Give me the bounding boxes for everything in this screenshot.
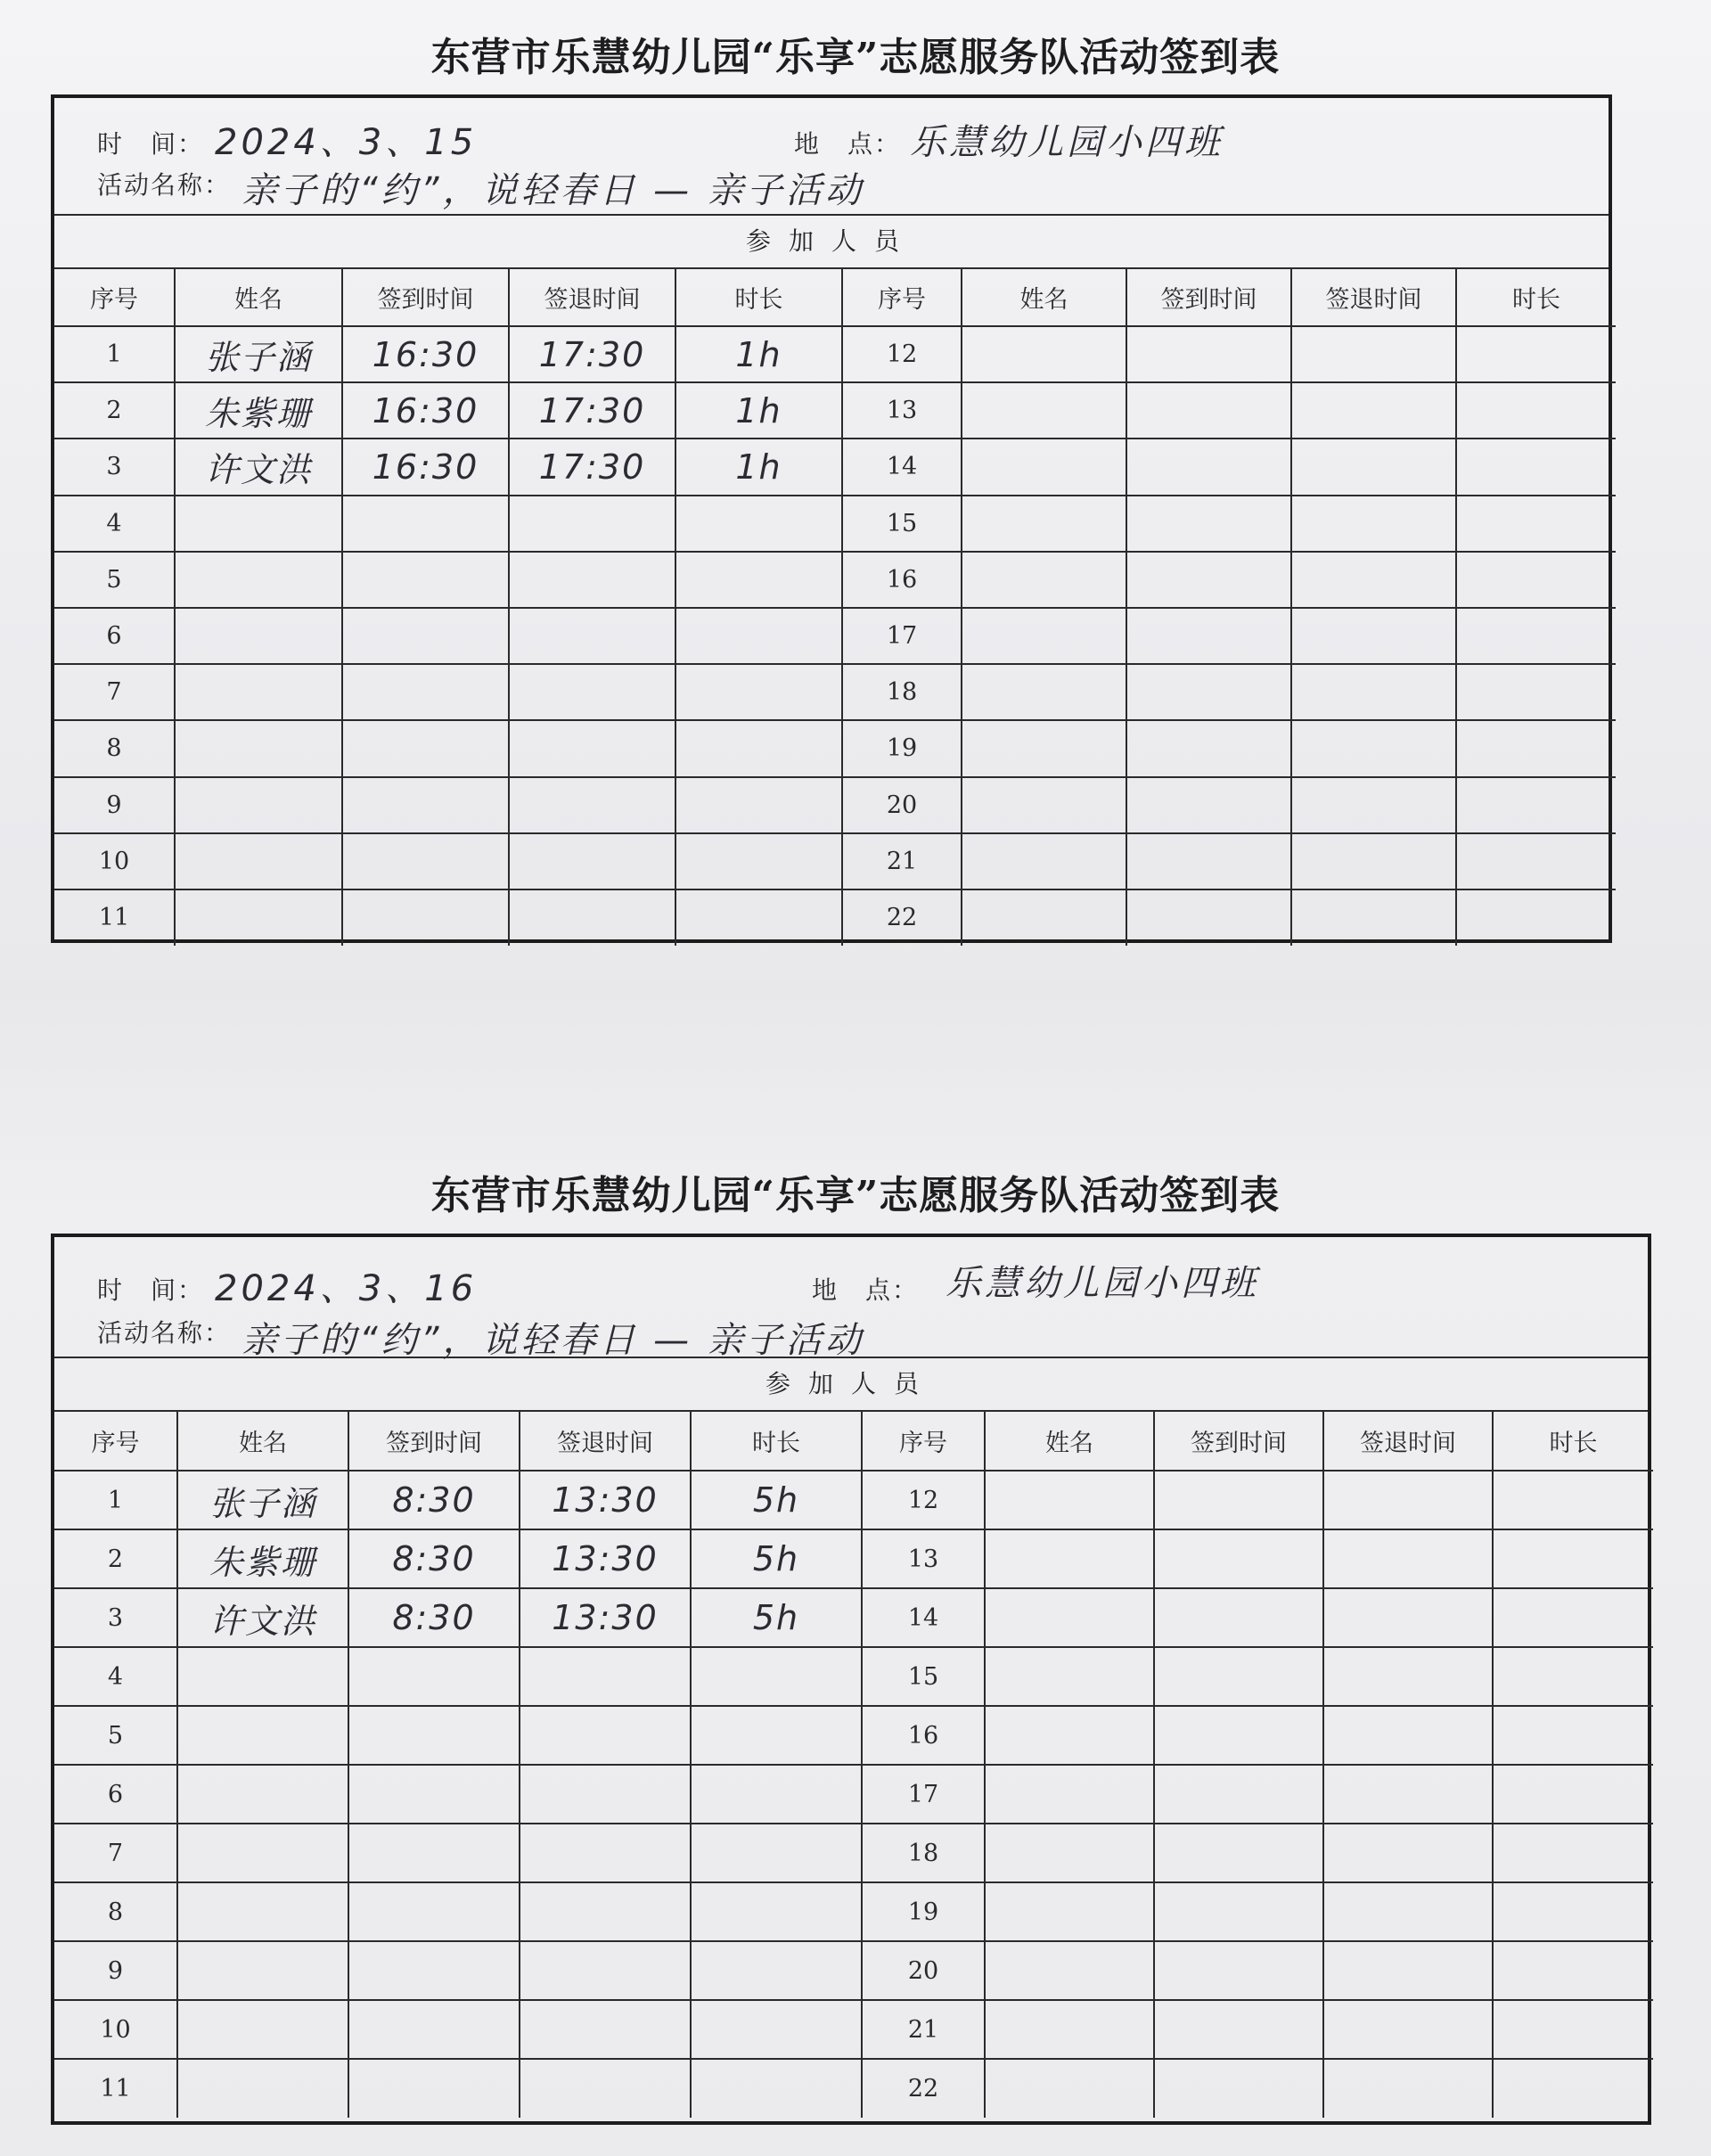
- duration-cell[interactable]: [1456, 720, 1616, 776]
- sign-in-time-cell[interactable]: [348, 2000, 520, 2059]
- table-row: [54, 326, 1616, 382]
- duration-cell[interactable]: [1493, 2000, 1653, 2059]
- name-cell[interactable]: [175, 496, 342, 552]
- row-number: 20: [862, 1941, 985, 2000]
- sign-out-time-cell[interactable]: [520, 1706, 691, 1765]
- activity-value: 亲子的“约”，说轻春日 — 亲子活动: [242, 1320, 864, 1361]
- sign-out-time-cell[interactable]: [509, 720, 675, 776]
- name-cell[interactable]: [985, 1941, 1154, 2000]
- sign-in-time-cell[interactable]: [1126, 777, 1291, 833]
- row-number: 21: [842, 833, 962, 889]
- time-label: 时 间：: [97, 1275, 205, 1305]
- sign-in-time-cell[interactable]: [1154, 1765, 1323, 1824]
- row-number: 7: [54, 1824, 177, 1882]
- sign-out-time-cell[interactable]: [1291, 382, 1456, 439]
- duration-cell[interactable]: [675, 552, 842, 608]
- sign-out-time-cell[interactable]: 13:30: [520, 1471, 691, 1529]
- row-number: 18: [842, 664, 962, 720]
- sign-in-time-cell[interactable]: [1126, 664, 1291, 720]
- table-row: [54, 382, 1616, 439]
- row-number: 14: [862, 1588, 985, 1647]
- sign-out-time-cell[interactable]: [1323, 1941, 1493, 2000]
- row-number: 9: [54, 1941, 177, 2000]
- column-header: 时长: [1456, 269, 1616, 326]
- sign-in-time-cell[interactable]: [342, 720, 509, 776]
- row-number: 15: [842, 496, 962, 552]
- sign-in-time-cell[interactable]: [342, 664, 509, 720]
- duration-cell[interactable]: [1456, 889, 1616, 946]
- duration-cell[interactable]: [1456, 552, 1616, 608]
- name-cell[interactable]: [962, 552, 1126, 608]
- duration-cell[interactable]: [691, 1647, 862, 1706]
- row-number: 18: [862, 1824, 985, 1882]
- name-cell[interactable]: [985, 1588, 1154, 1647]
- sign-in-time-cell[interactable]: [342, 889, 509, 946]
- sign-out-time-cell[interactable]: [1323, 1824, 1493, 1882]
- table-row: [54, 777, 1616, 833]
- row-number: 19: [842, 720, 962, 776]
- column-header: 时长: [675, 269, 842, 326]
- duration-cell[interactable]: 5h: [691, 1588, 862, 1647]
- duration-cell[interactable]: [1456, 777, 1616, 833]
- name-cell[interactable]: [985, 1882, 1154, 1941]
- name-cell[interactable]: [985, 1647, 1154, 1706]
- activity-value: 亲子的“约”，说轻春日 — 亲子活动: [242, 170, 864, 211]
- sign-in-time-cell[interactable]: [1126, 496, 1291, 552]
- name-cell[interactable]: [962, 496, 1126, 552]
- column-header: 时长: [691, 1412, 862, 1471]
- sign-out-time-cell[interactable]: 17:30: [509, 439, 675, 495]
- row-number: 10: [54, 833, 175, 889]
- row-number: 8: [54, 1882, 177, 1941]
- time-value: 2024、3、16: [215, 1268, 478, 1309]
- duration-cell[interactable]: [1456, 833, 1616, 889]
- row-number: 4: [54, 1647, 177, 1706]
- column-header: 序号: [842, 269, 962, 326]
- column-header: 姓名: [175, 269, 342, 326]
- name-cell[interactable]: 许文洪: [177, 1588, 348, 1647]
- column-header: 姓名: [985, 1412, 1154, 1471]
- duration-cell[interactable]: [1456, 608, 1616, 664]
- row-number: 3: [54, 1588, 177, 1647]
- sign-out-time-cell[interactable]: [1323, 1588, 1493, 1647]
- sign-in-time-cell[interactable]: [342, 833, 509, 889]
- sign-in-time-cell[interactable]: [1126, 889, 1291, 946]
- column-header: 签退时间: [520, 1412, 691, 1471]
- name-cell[interactable]: 许文洪: [175, 439, 342, 495]
- sign-in-time-cell[interactable]: 16:30: [342, 382, 509, 439]
- sign-in-time-cell[interactable]: [1154, 2000, 1323, 2059]
- column-header: 姓名: [962, 269, 1126, 326]
- row-number: 8: [54, 720, 175, 776]
- sign-in-time-cell[interactable]: [342, 608, 509, 664]
- sign-in-time-cell[interactable]: [1154, 1824, 1323, 1882]
- row-number: 2: [54, 1529, 177, 1588]
- name-cell[interactable]: [175, 889, 342, 946]
- duration-cell[interactable]: [1456, 664, 1616, 720]
- place-label: 地 点：: [794, 129, 902, 159]
- column-header: 签退时间: [509, 269, 675, 326]
- row-number: 22: [862, 2059, 985, 2118]
- table-row: [54, 1529, 1653, 1588]
- duration-cell[interactable]: [1456, 326, 1616, 382]
- name-cell[interactable]: [985, 1824, 1154, 1882]
- sign-in-time-cell[interactable]: [1126, 382, 1291, 439]
- name-cell[interactable]: [175, 720, 342, 776]
- sign-in-time-cell[interactable]: 16:30: [342, 326, 509, 382]
- column-header: 签到时间: [342, 269, 509, 326]
- name-cell[interactable]: [985, 1471, 1154, 1529]
- sign-in-time-cell[interactable]: [1154, 1471, 1323, 1529]
- sign-out-time-cell[interactable]: [1291, 496, 1456, 552]
- column-header: 序号: [54, 269, 175, 326]
- table-header-row: [54, 269, 1616, 326]
- name-cell[interactable]: [962, 777, 1126, 833]
- table-row: [54, 1765, 1653, 1824]
- time-value: 2024、3、15: [215, 122, 478, 163]
- duration-cell[interactable]: [675, 664, 842, 720]
- sign-out-time-cell[interactable]: [1323, 1765, 1493, 1824]
- name-cell[interactable]: [985, 2059, 1154, 2118]
- sign-in-time-cell[interactable]: 8:30: [348, 1471, 520, 1529]
- sign-in-time-cell[interactable]: [1154, 1588, 1323, 1647]
- place-value: 乐慧幼儿园小四班: [946, 1263, 1259, 1304]
- sign-in-time-cell[interactable]: [1154, 1882, 1323, 1941]
- table-row: [54, 552, 1616, 608]
- sign-in-time-cell[interactable]: [348, 1647, 520, 1706]
- duration-cell[interactable]: [691, 2059, 862, 2118]
- row-number: 12: [862, 1471, 985, 1529]
- sign-out-time-cell[interactable]: [1291, 439, 1456, 495]
- sign-out-time-cell[interactable]: [1323, 2059, 1493, 2118]
- sign-out-time-cell[interactable]: [1291, 833, 1456, 889]
- table-row: [54, 1706, 1653, 1765]
- sign-in-time-cell[interactable]: [1154, 1529, 1323, 1588]
- name-cell[interactable]: [177, 2059, 348, 2118]
- name-cell[interactable]: [177, 1647, 348, 1706]
- table-row: [54, 1824, 1653, 1882]
- name-cell[interactable]: [962, 326, 1126, 382]
- column-header: 序号: [862, 1412, 985, 1471]
- duration-cell[interactable]: [1493, 1706, 1653, 1765]
- name-cell[interactable]: [962, 833, 1126, 889]
- duration-cell[interactable]: [675, 777, 842, 833]
- sign-out-time-cell[interactable]: [509, 496, 675, 552]
- column-header: 签退时间: [1291, 269, 1456, 326]
- duration-cell[interactable]: [1493, 1824, 1653, 1882]
- place-label: 地 点：: [812, 1275, 920, 1305]
- sign-in-time-cell[interactable]: [348, 1824, 520, 1882]
- sign-in-time-cell[interactable]: [1126, 439, 1291, 495]
- name-cell[interactable]: [175, 552, 342, 608]
- column-header: 签到时间: [1154, 1412, 1323, 1471]
- sign-in-time-cell[interactable]: 16:30: [342, 439, 509, 495]
- column-header: 签到时间: [1126, 269, 1291, 326]
- name-cell[interactable]: [962, 664, 1126, 720]
- table-header-row: [54, 1412, 1653, 1471]
- name-cell[interactable]: [177, 1824, 348, 1882]
- name-cell[interactable]: 朱紫珊: [177, 1529, 348, 1588]
- sign-out-time-cell[interactable]: [509, 833, 675, 889]
- sign-in-time-cell[interactable]: [1154, 2059, 1323, 2118]
- sign-out-time-cell[interactable]: [520, 2000, 691, 2059]
- row-number: 11: [54, 2059, 177, 2118]
- duration-cell[interactable]: [1493, 1529, 1653, 1588]
- section-title-participants: 参加人员: [54, 216, 1609, 269]
- sign-out-time-cell[interactable]: [520, 1882, 691, 1941]
- name-cell[interactable]: [985, 1529, 1154, 1588]
- name-cell[interactable]: [175, 664, 342, 720]
- sign-out-time-cell[interactable]: [520, 1647, 691, 1706]
- sign-out-time-cell[interactable]: [520, 2059, 691, 2118]
- sign-in-sheet-2: [51, 1234, 1651, 2125]
- sign-out-time-cell[interactable]: [1323, 1471, 1493, 1529]
- sign-out-time-cell[interactable]: [509, 777, 675, 833]
- row-number: 13: [862, 1529, 985, 1588]
- duration-cell[interactable]: 5h: [691, 1529, 862, 1588]
- name-cell[interactable]: [175, 608, 342, 664]
- sign-in-time-cell[interactable]: [348, 1941, 520, 2000]
- duration-cell[interactable]: [1456, 382, 1616, 439]
- name-cell[interactable]: 张子涵: [175, 326, 342, 382]
- sign-in-time-cell[interactable]: [1126, 720, 1291, 776]
- row-number: 2: [54, 382, 175, 439]
- sign-in-time-cell[interactable]: [1154, 1647, 1323, 1706]
- sign-out-time-cell[interactable]: [1323, 1647, 1493, 1706]
- sign-out-time-cell[interactable]: [1291, 664, 1456, 720]
- name-cell[interactable]: [177, 1882, 348, 1941]
- row-number: 17: [842, 608, 962, 664]
- sign-out-time-cell[interactable]: [1291, 552, 1456, 608]
- table-row: [54, 1647, 1653, 1706]
- table-row: [54, 1471, 1653, 1529]
- row-number: 13: [842, 382, 962, 439]
- name-cell[interactable]: [175, 777, 342, 833]
- table-row: [54, 496, 1616, 552]
- name-cell[interactable]: [985, 2000, 1154, 2059]
- duration-cell[interactable]: [1493, 1882, 1653, 1941]
- table-row: [54, 720, 1616, 776]
- sign-in-time-cell[interactable]: [342, 777, 509, 833]
- sheet-header: [54, 1237, 1648, 1361]
- name-cell[interactable]: [962, 889, 1126, 946]
- row-number: 19: [862, 1882, 985, 1941]
- row-number: 1: [54, 1471, 177, 1529]
- duration-cell[interactable]: [675, 608, 842, 664]
- duration-cell[interactable]: [691, 1941, 862, 2000]
- duration-cell[interactable]: 1h: [675, 382, 842, 439]
- sign-out-time-cell[interactable]: [1291, 608, 1456, 664]
- row-number: 1: [54, 326, 175, 382]
- table-body: [54, 326, 1616, 946]
- name-cell[interactable]: [962, 608, 1126, 664]
- sign-out-time-cell[interactable]: [520, 1941, 691, 2000]
- sign-out-time-cell[interactable]: [1323, 1706, 1493, 1765]
- place-value: 乐慧幼儿园小四班: [910, 122, 1224, 163]
- sign-in-time-cell[interactable]: [342, 552, 509, 608]
- row-number: 7: [54, 664, 175, 720]
- row-number: 3: [54, 439, 175, 495]
- duration-cell[interactable]: 5h: [691, 1471, 862, 1529]
- sign-out-time-cell[interactable]: [509, 608, 675, 664]
- row-number: 20: [842, 777, 962, 833]
- activity-label: 活动名称：: [97, 1318, 232, 1348]
- sign-in-sheet-1: [51, 94, 1612, 943]
- sign-out-time-cell[interactable]: 13:30: [520, 1588, 691, 1647]
- table-row: [54, 664, 1616, 720]
- name-cell[interactable]: 朱紫珊: [175, 382, 342, 439]
- name-cell[interactable]: [962, 720, 1126, 776]
- name-cell[interactable]: [985, 1765, 1154, 1824]
- name-cell[interactable]: [962, 382, 1126, 439]
- sign-out-time-cell[interactable]: 13:30: [520, 1529, 691, 1588]
- table-row: [54, 2059, 1653, 2118]
- sign-out-time-cell[interactable]: [509, 664, 675, 720]
- table-row: [54, 2000, 1653, 2059]
- section-title-participants: 参加人员: [54, 1358, 1648, 1412]
- duration-cell[interactable]: [1456, 496, 1616, 552]
- table-row: [54, 608, 1616, 664]
- sign-out-time-cell[interactable]: [1323, 1529, 1493, 1588]
- row-number: 22: [842, 889, 962, 946]
- duration-cell[interactable]: [691, 2000, 862, 2059]
- duration-cell[interactable]: [1456, 439, 1616, 495]
- column-header: 签退时间: [1323, 1412, 1493, 1471]
- row-number: 6: [54, 608, 175, 664]
- sign-in-time-cell[interactable]: [1154, 1941, 1323, 2000]
- sign-in-time-cell[interactable]: [342, 496, 509, 552]
- activity-label: 活动名称：: [97, 170, 232, 200]
- sign-out-time-cell[interactable]: [1291, 326, 1456, 382]
- sign-out-time-cell[interactable]: [520, 1765, 691, 1824]
- table-row: [54, 439, 1616, 495]
- duration-cell[interactable]: [675, 889, 842, 946]
- participants-table: [54, 269, 1616, 946]
- duration-cell[interactable]: [691, 1765, 862, 1824]
- sign-out-time-cell[interactable]: [509, 889, 675, 946]
- duration-cell[interactable]: [691, 1824, 862, 1882]
- sign-in-time-cell[interactable]: 8:30: [348, 1588, 520, 1647]
- table-row: [54, 889, 1616, 946]
- duration-cell[interactable]: [691, 1706, 862, 1765]
- duration-cell[interactable]: [1493, 1588, 1653, 1647]
- paper-sheet-1: [0, 0, 1711, 980]
- duration-cell[interactable]: [1493, 1765, 1653, 1824]
- column-header: 姓名: [177, 1412, 348, 1471]
- row-number: 21: [862, 2000, 985, 2059]
- sign-out-time-cell[interactable]: [520, 1824, 691, 1882]
- row-number: 16: [842, 552, 962, 608]
- column-header: 签到时间: [348, 1412, 520, 1471]
- sign-in-time-cell[interactable]: [348, 1882, 520, 1941]
- sheet-title: 东营市乐慧幼儿园“乐享”志愿服务队活动签到表: [430, 1173, 1281, 1218]
- name-cell[interactable]: [177, 1941, 348, 2000]
- duration-cell[interactable]: [1493, 2059, 1653, 2118]
- name-cell[interactable]: [177, 1706, 348, 1765]
- duration-cell[interactable]: 1h: [675, 326, 842, 382]
- name-cell[interactable]: 张子涵: [177, 1471, 348, 1529]
- column-header: 时长: [1493, 1412, 1653, 1471]
- sign-in-time-cell[interactable]: [1126, 608, 1291, 664]
- row-number: 12: [842, 326, 962, 382]
- sign-out-time-cell[interactable]: 17:30: [509, 326, 675, 382]
- table-row: [54, 833, 1616, 889]
- row-number: 5: [54, 552, 175, 608]
- duration-cell[interactable]: [675, 720, 842, 776]
- sign-out-time-cell[interactable]: [1323, 2000, 1493, 2059]
- sign-in-time-cell[interactable]: [348, 2059, 520, 2118]
- name-cell[interactable]: [985, 1706, 1154, 1765]
- row-number: 6: [54, 1765, 177, 1824]
- sign-in-time-cell[interactable]: [348, 1765, 520, 1824]
- sign-out-time-cell[interactable]: [1291, 777, 1456, 833]
- sign-out-time-cell[interactable]: [509, 552, 675, 608]
- sign-in-time-cell[interactable]: [1126, 326, 1291, 382]
- sign-out-time-cell[interactable]: [1323, 1882, 1493, 1941]
- table-body: [54, 1471, 1653, 2118]
- duration-cell[interactable]: 1h: [675, 439, 842, 495]
- row-number: 17: [862, 1765, 985, 1824]
- row-number: 5: [54, 1706, 177, 1765]
- table-row: [54, 1941, 1653, 2000]
- sign-in-time-cell[interactable]: 8:30: [348, 1529, 520, 1588]
- row-number: 15: [862, 1647, 985, 1706]
- sheet-header: [54, 98, 1609, 216]
- participants-table: [54, 1412, 1653, 2118]
- duration-cell[interactable]: [691, 1882, 862, 1941]
- duration-cell[interactable]: [1493, 1941, 1653, 2000]
- sign-in-time-cell[interactable]: [348, 1706, 520, 1765]
- row-number: 9: [54, 777, 175, 833]
- name-cell[interactable]: [175, 833, 342, 889]
- duration-cell[interactable]: [1493, 1471, 1653, 1529]
- row-number: 4: [54, 496, 175, 552]
- row-number: 16: [862, 1706, 985, 1765]
- row-number: 14: [842, 439, 962, 495]
- duration-cell[interactable]: [675, 833, 842, 889]
- table-row: [54, 1882, 1653, 1941]
- name-cell[interactable]: [177, 2000, 348, 2059]
- time-label: 时 间：: [97, 129, 205, 159]
- sign-out-time-cell[interactable]: [1291, 889, 1456, 946]
- paper-sheet-2: [0, 980, 1711, 2156]
- sign-out-time-cell[interactable]: 17:30: [509, 382, 675, 439]
- sign-in-time-cell[interactable]: [1126, 833, 1291, 889]
- row-number: 10: [54, 2000, 177, 2059]
- duration-cell[interactable]: [675, 496, 842, 552]
- sign-in-time-cell[interactable]: [1154, 1706, 1323, 1765]
- column-header: 序号: [54, 1412, 177, 1471]
- sheet-title: 东营市乐慧幼儿园“乐享”志愿服务队活动签到表: [430, 35, 1281, 80]
- name-cell[interactable]: [177, 1765, 348, 1824]
- name-cell[interactable]: [962, 439, 1126, 495]
- table-row: [54, 1588, 1653, 1647]
- sign-out-time-cell[interactable]: [1291, 720, 1456, 776]
- sign-in-time-cell[interactable]: [1126, 552, 1291, 608]
- duration-cell[interactable]: [1493, 1647, 1653, 1706]
- row-number: 11: [54, 889, 175, 946]
